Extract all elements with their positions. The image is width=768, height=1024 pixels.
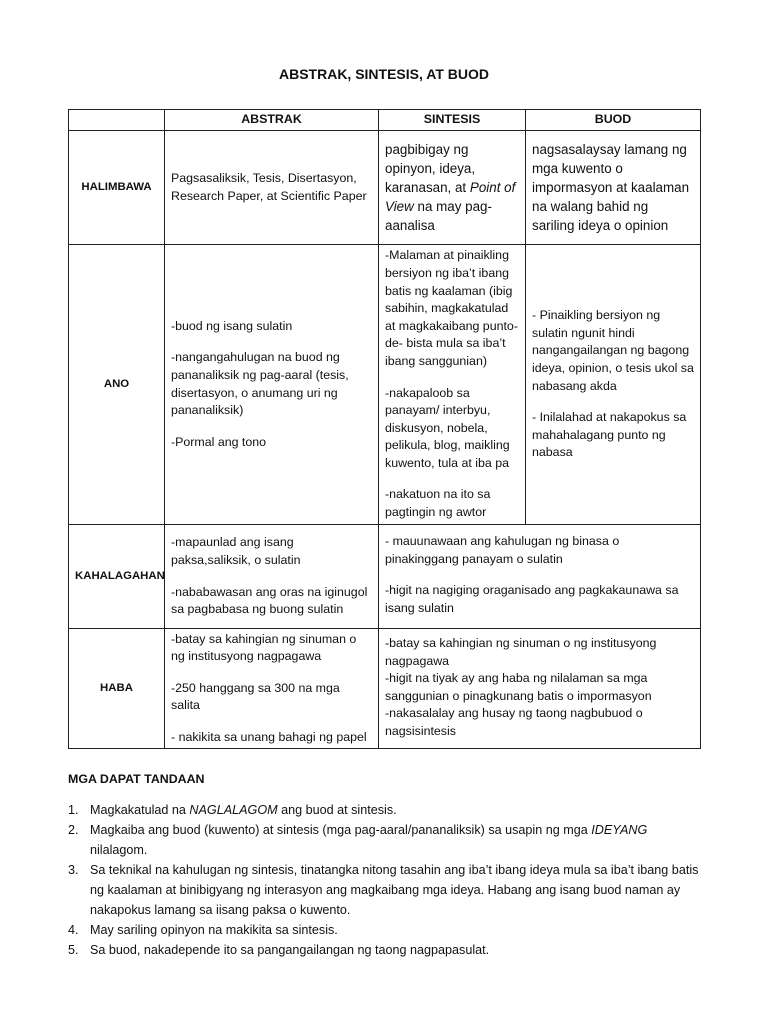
header-abstrak: ABSTRAK [165, 110, 379, 131]
cell-haba-sintesis-buod: -batay sa kahingian ng sinuman o ng institusyong nagpagawa -higit na tiyak ay ang haba ng nilalaman sa mga sanggunian o pinagkunang batis o impormasyon -nakasalalay ang husay ng taong nagbubuod o nagsisintesis [379, 629, 701, 749]
list-item: 5. Sa buod, nakadepende ito sa pangangailangan ng taong nagpapasulat. [68, 943, 490, 957]
list-item: 3. Sa teknikal na kahulugan ng sintesis, tinatangka nitong tasahin ang iba’t ibang ideya mula sa iba’t ibang batis ng kaalaman at binibigyang ng interasyon ang magkaibang mga ideya. Habang ang isang buod naman ay nakapokus lamang sa iisang paksa o kuwento. [68, 863, 699, 917]
cell-kahalagahan-abstrak: -mapaunlad ang isang paksa,saliksik, o sulatin -nababawasan ang oras na iginugol sa pagbabasa ng buong sulatin [165, 525, 379, 629]
table-row-kahalagahan [69, 525, 701, 629]
cell-ano-buod: - Pinaikling bersiyon ng sulatin ngunit hindi nangangailangan ng bagong ideya, opinion, o tesis ukol sa nabasang akda - Inilalahad at nakapokus sa mahahalagang punto ng nabasa [526, 245, 701, 525]
cell-halimbawa-abstrak: Pagsasaliksik, Tesis, Disertasyon, Research Paper, at Scientific Paper [165, 131, 379, 245]
cell-halimbawa-sintesis: pagbibigay ng opinyon, ideya, karanasan, at Point of View na may pag-aanalisa [379, 131, 526, 245]
cell-halimbawa-buod: nagsasalaysay lamang ng mga kuwento o impormasyon at kaalaman na walang bahid ng sariling ideya o opinion [526, 131, 701, 245]
row-label-halimbawa: HALIMBAWA [69, 131, 165, 245]
table-header-row [69, 110, 701, 131]
cell-kahalagahan-sintesis-buod: - mauunawaan ang kahulugan ng binasa o pinakinggang panayam o sulatin -higit na nagiging oraganisado ang pagkakaunawa sa isang sulatin [379, 525, 701, 629]
list-item: 4. May sariling opinyon na makikita sa sintesis. [68, 923, 338, 937]
comparison-table [68, 109, 701, 749]
section-title: MGA DAPAT TANDAAN [68, 772, 205, 786]
list-item: 1. Magkakatulad na NAGLALAGOM ang buod at sintesis. [68, 803, 397, 817]
table-row-ano [69, 245, 701, 525]
cell-ano-sintesis: -Malaman at pinaikling bersiyon ng iba’t ibang batis ng kaalaman (ibig sabihin, magkakatulad at magkakaibang punto-de- bista mula sa iba’t ibang sanggunian) -nakapaloob sa panayam/ interbyu, diskusyon, nobela, pelikula, blog, maikling kuwento, tula at iba pa -nakatuon na ito sa pagtingin ng awtor [379, 245, 526, 525]
row-label-haba: HABA [69, 629, 165, 749]
cell-ano-abstrak: -buod ng isang sulatin -nangangahulugan na buod ng pananaliksik ng pag-aaral (tesis, disertasyon, o anumang uri ng pananaliksik) -Pormal ang tono [165, 245, 379, 525]
table-row-halimbawa [69, 131, 701, 245]
row-label-kahalagahan: KAHALAGAHAN [69, 525, 165, 629]
reminders-list [68, 800, 708, 960]
header-empty [69, 110, 165, 131]
table-row-haba [69, 629, 701, 749]
cell-haba-abstrak: -batay sa kahingian ng sinuman o ng institusyong nagpagawa -250 hanggang sa 300 na mga salita - nakikita sa unang bahagi ng papel [165, 629, 379, 749]
header-sintesis: SINTESIS [379, 110, 526, 131]
header-buod: BUOD [526, 110, 701, 131]
list-item: 2. Magkaiba ang buod (kuwento) at sintesis (mga pag-aaral/pananaliksik) sa usapin ng mga IDEYANG nilalagom. [68, 823, 648, 857]
page-title: ABSTRAK, SINTESIS, AT BUOD [278, 66, 489, 82]
row-label-ano: ANO [69, 245, 165, 525]
